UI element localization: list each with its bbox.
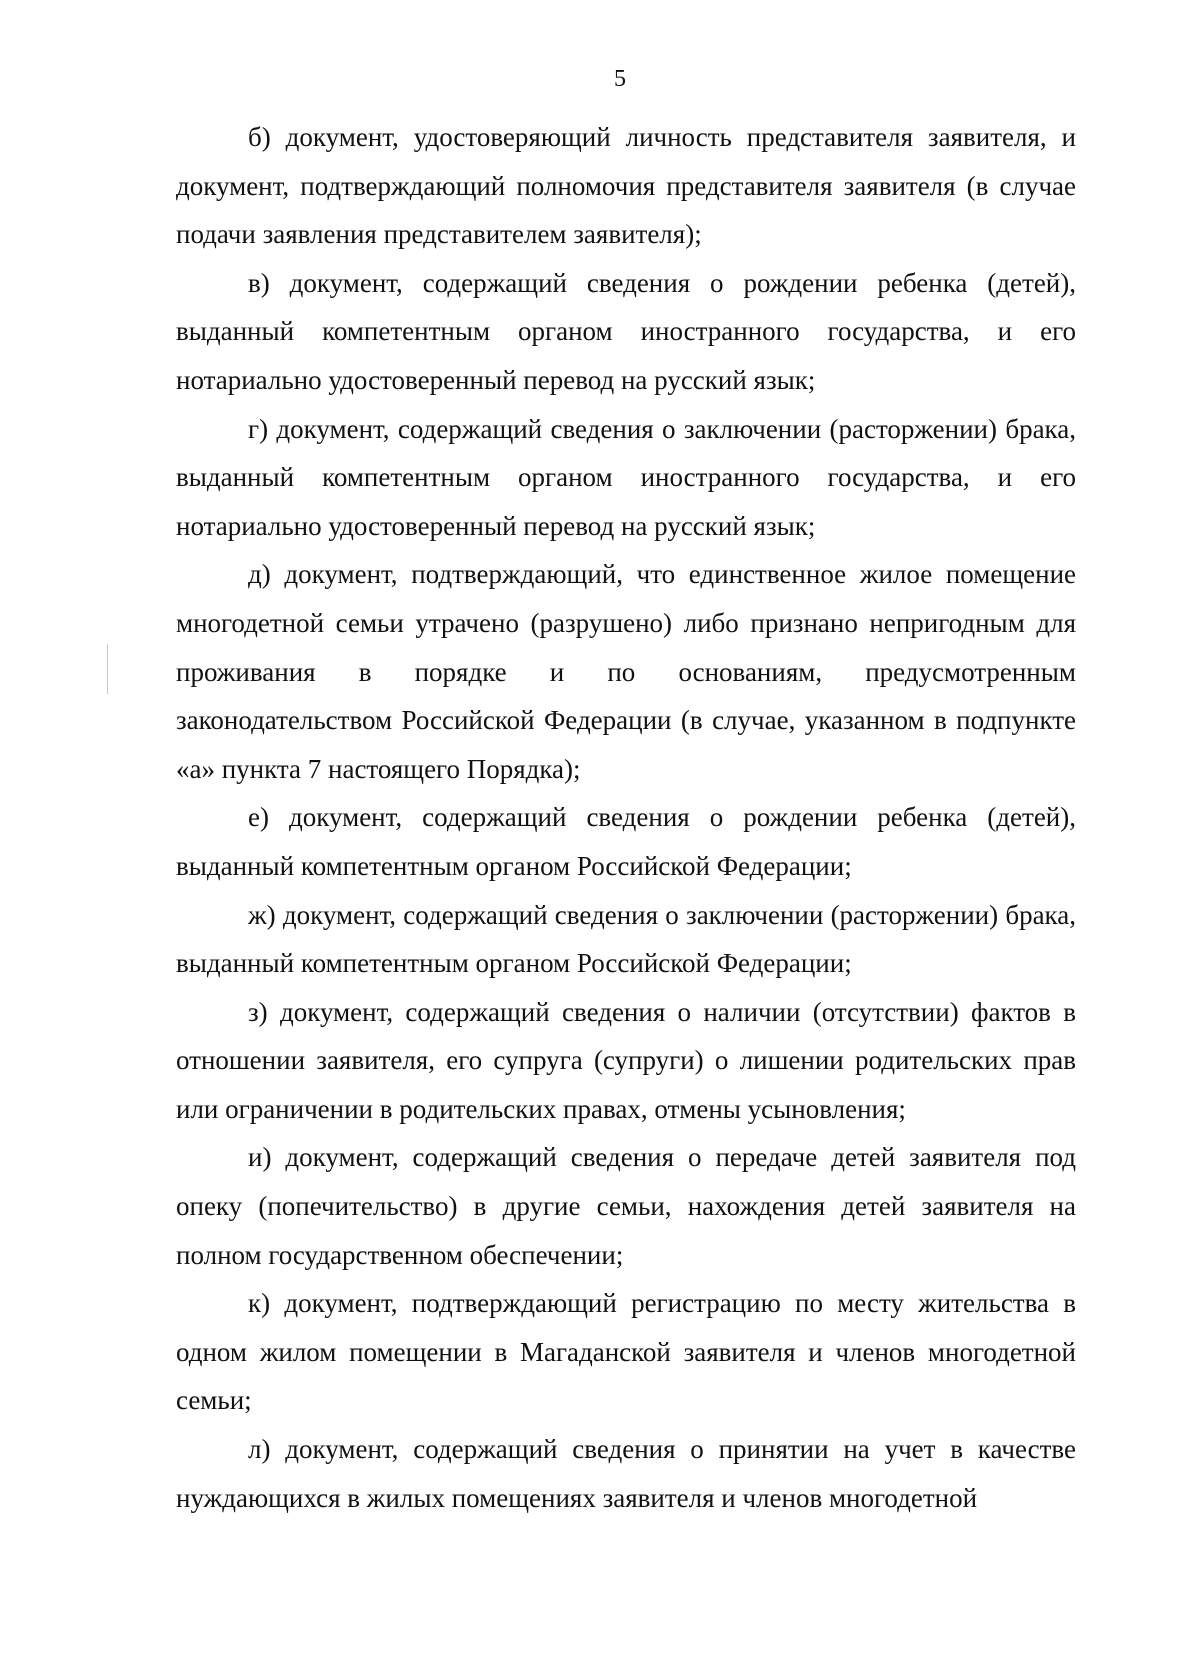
paragraph-b: б) документ, удостоверяющий личность представителя заявителя, и документ, подтверждающий полномочия представителя заявителя (в случае подачи заявления представителем заявителя); [176, 122, 1076, 250]
paragraph-g: г) документ, содержащий сведения о заключении (расторжении) брака, выданный компетентным органом иностранного государства, и его нотариально удостоверенный перевод на русский язык; [176, 413, 1076, 541]
paragraph-v: в) документ, содержащий сведения о рождении ребенка (детей), выданный компетентным органом иностранного государства, и его нотариально удостоверенный перевод на русский язык; [176, 267, 1076, 395]
paragraph-d: д) документ, подтверждающий, что единственное жилое помещение многодетной семьи утрачено (разрушено) либо признано непригодным для проживания в порядке и по основаниям, предусмотренным законодательством Российской Федерации (в случае, указанном в подпункте «а» пункта 7 настоящего Порядка); [176, 559, 1076, 784]
paragraph-k: к) документ, подтверждающий регистрацию по месту жительства в одном жилом помещении в Магаданской заявителя и членов многодетной семьи; [176, 1288, 1076, 1416]
paragraph-l: л) документ, содержащий сведения о принятии на учет в качестве нуждающихся в жилых помещениях заявителя и членов многодетной [176, 1434, 1076, 1513]
paragraph-e: е) документ, содержащий сведения о рождении ребенка (детей), выданный компетентным органом Российской Федерации; [176, 802, 1076, 881]
margin-mark [107, 644, 108, 694]
paragraph-i: и) документ, содержащий сведения о передаче детей заявителя под опеку (попечительство) в другие семьи, нахождения детей заявителя на полном государственном обеспечении; [176, 1142, 1076, 1270]
paragraph-z: з) документ, содержащий сведения о наличии (отсутствии) фактов в отношении заявителя, его супруга (супруги) о лишении родительских прав или ограничении в родительских правах, отмены усыновления; [176, 996, 1076, 1124]
document-body [176, 113, 1076, 1522]
page-number: 5 [614, 66, 626, 92]
paragraph-zh: ж) документ, содержащий сведения о заключении (расторжении) брака, выданный компетентным органом Российской Федерации; [176, 899, 1076, 979]
